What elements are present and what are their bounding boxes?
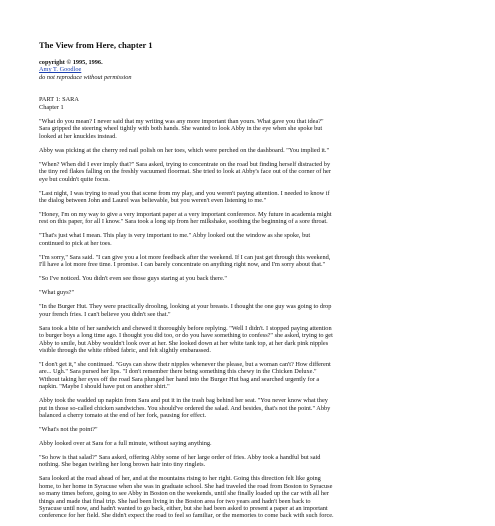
paragraph-line: "What do you mean? I never said that my writing was any more important than yours. What gave you that idea?": [39, 118, 324, 126]
story-paragraph: [39, 454, 457, 469]
story-paragraph: [39, 303, 457, 318]
paragraph-line: "I'm sorry," Sara said. "I can give you a lot more feedback after the weekend. If I can just get through this weekend,: [39, 253, 331, 261]
paragraph-line: the tiny red flakes falling on the freshly vacuumed floormat. She tried to look at Abby's face out of the corner of her: [39, 168, 331, 176]
paragraph-line: "What guys?": [39, 289, 75, 297]
paragraph-line: are... Ugh." Sara pursed her lips. "I don't remember there being something this chewy in the Chicken Deluxe.": [39, 368, 317, 376]
story-paragraph: [39, 397, 457, 419]
paragraph-line: napkin. "Maybe I should have put on another shirt.": [39, 383, 170, 391]
story-paragraph: [39, 211, 457, 226]
paragraph-line: "Honey, I'm on my way to give a very important paper at a very important conference. My future in academia might: [39, 211, 332, 219]
paragraph-line: Abby to smile, but Abby wouldn't look over at her. She looked down at her white tank top, at her dark pink nipples: [39, 339, 329, 347]
story-paragraph: [39, 232, 457, 247]
paragraph-line: put in those so-called chicken sandwiches. You should've ordered the salad. And besides, that's not the point." Abby: [39, 404, 331, 412]
story-paragraph: [39, 254, 457, 269]
paragraph-line: the dialog between John and Laurel was believable, but you weren't even listening to me.": [39, 197, 267, 205]
story-paragraph: [39, 147, 457, 154]
paragraph-line: Sara took a bite of her sandwich and chewed it thoroughly before replying. "Well I didn't. I stopped paying attention: [39, 324, 332, 332]
copyright-line: copyright © 1995, 1996.: [39, 59, 103, 66]
paragraph-line: rest on this paper, for all I know." Sara took a long sip from her milkshake, soothing the beginning of a sore throat.: [39, 218, 328, 226]
document-page: [39, 40, 457, 526]
chapter-heading: Chapter 1: [39, 103, 64, 111]
paragraph-line: nothing. She began twirling her long brown hair into tiny ringlets.: [39, 461, 206, 469]
paragraph-line: Abby was picking at the cherry red nail polish on her toes, which were perched on the dashboard. "You implied it.": [39, 146, 330, 154]
paragraph-line: Sara looked at the road ahead of her, and at the mountains rising to her right. Going this direction felt like going: [39, 475, 321, 483]
author-link[interactable]: Amy T. Goodloe: [39, 66, 82, 74]
paragraph-line: balanced a cherry tomato at the end of her fork, pausing for effect.: [39, 411, 207, 419]
story-paragraph: [39, 118, 457, 140]
story-paragraph: [39, 275, 457, 282]
document-title: The View from Here, chapter 1: [39, 40, 153, 50]
paragraph-line: your french fries. I can't believe you didn't see that.": [39, 310, 171, 318]
paragraph-line: I'll have a lot more free time. I promise. I can barely concentrate on anything right now, and I'm sorry about that.": [39, 261, 326, 269]
paragraph-line: Syracuse until now, and hadn't wanted to go back, either, but she had been asked to present a paper at an important: [39, 504, 328, 512]
paragraph-line: "What's not the point?": [39, 425, 98, 433]
paragraph-line: Without taking her eyes off the road Sara plunged her hand into the Burger Hut bag and searched urgently for a: [39, 375, 320, 383]
story-paragraph: [39, 361, 457, 391]
paragraph-line: Abby looked over at Sara for a full minute, without saying anything.: [39, 439, 212, 447]
paragraph-line: "I don't get it," she continued. "Guys can show their nipples whenever the please, but a woman can't? How different: [39, 360, 331, 368]
story-paragraph: [39, 289, 457, 296]
paragraph-line: continued to pick at her toes.: [39, 239, 112, 247]
paragraph-line: "So I've noticed. You didn't even see those guys staring at you back there.": [39, 275, 227, 283]
story-paragraph: [39, 325, 457, 355]
story-paragraph: [39, 440, 457, 447]
paragraph-line: Sara gripped the steering wheel tightly with both hands. She wanted to look Abby in the eye when she spoke but: [39, 125, 323, 133]
paragraph-line: visible through the white ribbed fabric, and felt slightly embarassed.: [39, 346, 211, 354]
paragraph-line: Abby took the wadded up napkin from Sara and put it in the trash bag behind her seat. "You never know what they: [39, 397, 328, 405]
paragraph-line: so many times before, going to see Abby in Boston on the weekends, until she finally loaded up the car with all her: [39, 490, 329, 498]
story-paragraph: [39, 161, 457, 183]
paragraph-line: "That's just what I mean. This play is very important to me." Abby looked out the window as she spoke, but: [39, 232, 311, 240]
paragraph-line: conference for her field. She didn't expect the road to feel so familiar, or the memories to come back with such force.: [39, 512, 334, 520]
story-body: [39, 118, 457, 520]
paragraph-line: "So how is that salad?" Sara asked, offering Abby some of her large order of fries. Abby took a handful but said: [39, 453, 321, 461]
permission-notice: do not reproduce without permission: [39, 73, 132, 81]
paragraph-line: eye but couldn't quite focus.: [39, 175, 110, 183]
paragraph-line: looked at her knuckles instead.: [39, 132, 117, 140]
part-heading: PART 1: SARA: [39, 96, 79, 104]
paragraph-line: things and made that final trip. She had been living in the Boston area for two years and hadn't been back to: [39, 497, 311, 505]
paragraph-line: to burger boys a long time ago. I thought you did too, or do you have something to confess?" she asked, trying to get: [39, 332, 333, 340]
paragraph-line: "When? When did I ever imply that?" Sara asked, trying to concentrate on the road but finding herself distracted by: [39, 160, 331, 168]
paragraph-line: "In the Burger Hut. They were practically drooling, looking at your breasts. I thought the one guy was going to drop: [39, 303, 332, 311]
story-paragraph: [39, 426, 457, 433]
paragraph-line: "Last night, I was trying to read you that scene from my play, and you weren't paying attention. I needed to know if: [39, 189, 330, 197]
story-paragraph: [39, 190, 457, 205]
story-paragraph: [39, 475, 457, 519]
paragraph-line: home, to her home in Syracuse when she was in graduate school. She had traveled the road from Boston to Syracuse: [39, 482, 333, 490]
